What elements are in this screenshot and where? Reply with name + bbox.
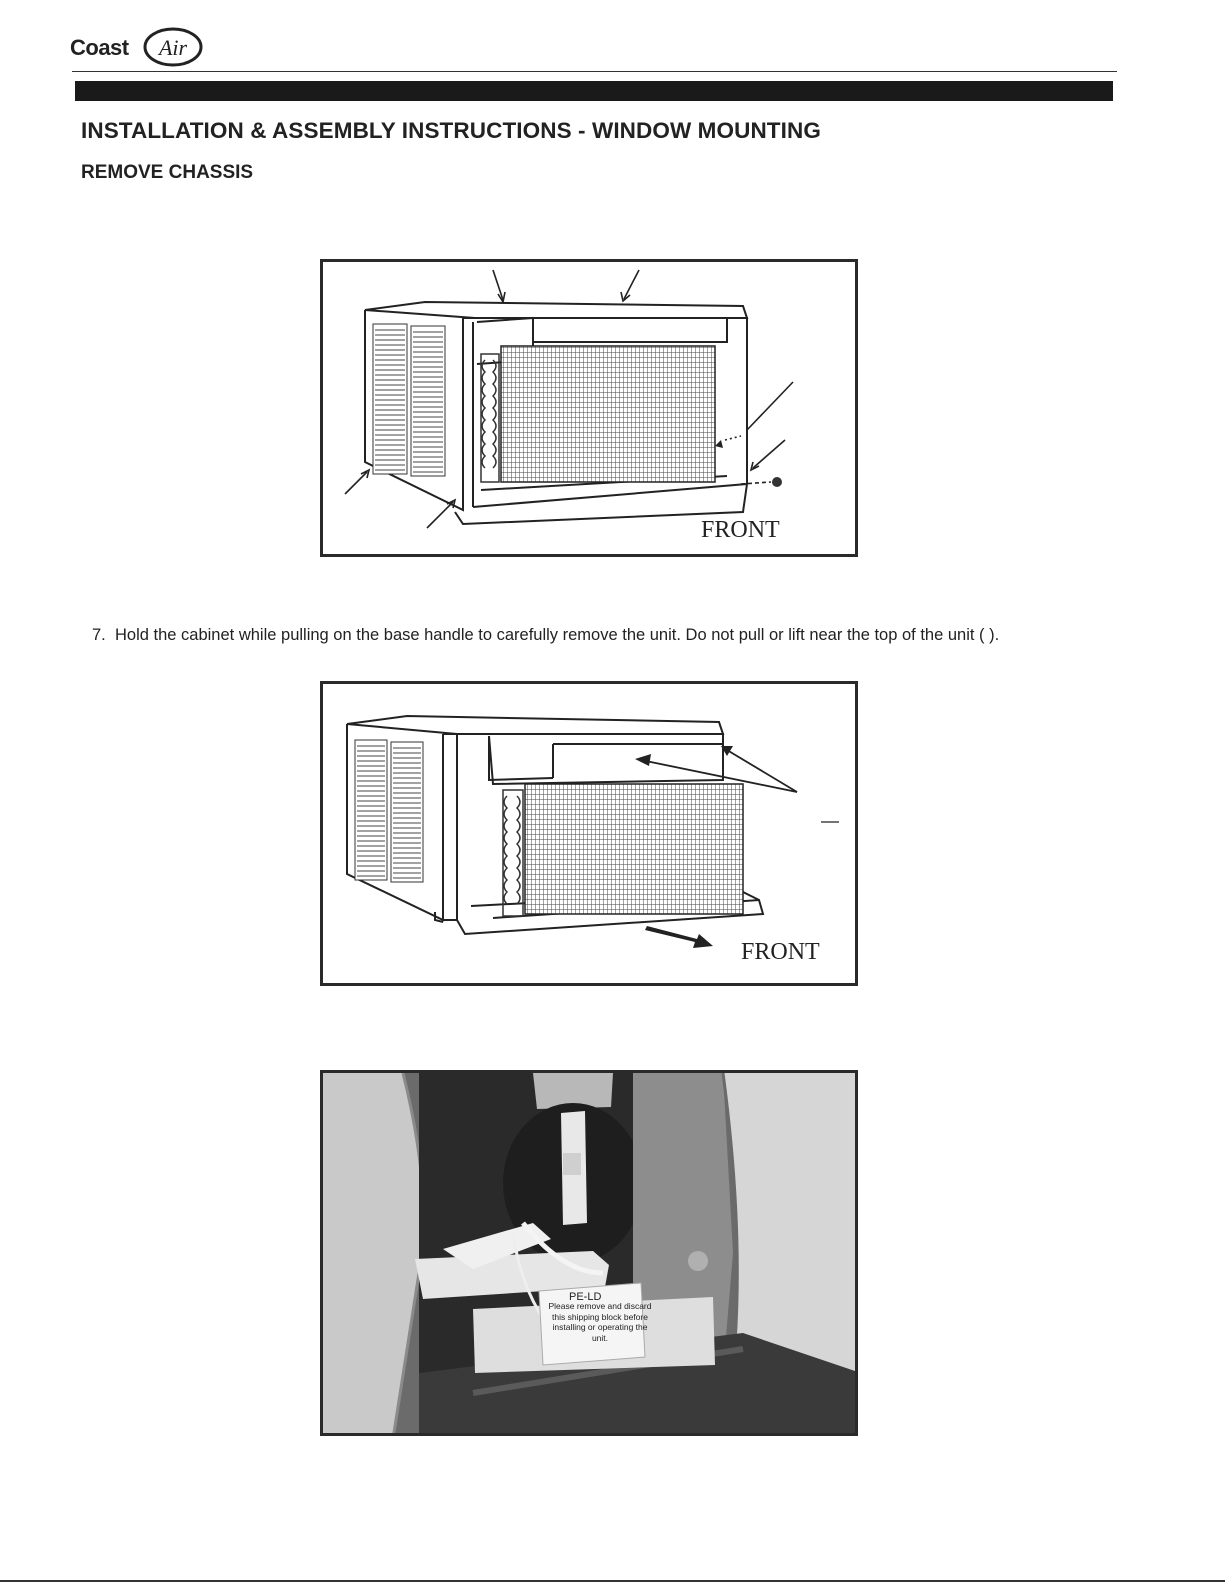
tag-text: Please remove and discard this shipping block before installing or operating the unit. xyxy=(548,1301,652,1343)
coast-air-logo xyxy=(70,25,210,69)
footer-rule xyxy=(0,1580,1225,1582)
tag-code: PE-LD xyxy=(569,1291,602,1303)
ac-unit-drawing-1 xyxy=(323,262,858,557)
logo-text: Coast xyxy=(70,35,129,60)
figure-chassis-pull-out xyxy=(320,681,858,986)
figure-chassis-screws xyxy=(320,259,858,557)
header-rule xyxy=(72,71,1117,72)
logo-air-script-icon xyxy=(143,25,205,69)
page-title: INSTALLATION & ASSEMBLY INSTRUCTIONS - WINDOW MOUNTING xyxy=(81,118,821,143)
header-bar xyxy=(75,81,1113,101)
step-text: Hold the cabinet while pulling on the base handle to carefully remove the unit. Do not pull or lift near the top of the unit ( ). xyxy=(115,626,1000,644)
section-subtitle: REMOVE CHASSIS xyxy=(81,162,254,183)
front-label: FRONT xyxy=(701,517,780,543)
logo-script-text: Air xyxy=(158,35,188,60)
shipping-block-photo xyxy=(323,1073,858,1436)
step-number: 7. xyxy=(92,626,106,644)
photo-shipping-block xyxy=(320,1070,858,1436)
front-label: FRONT xyxy=(741,939,820,965)
